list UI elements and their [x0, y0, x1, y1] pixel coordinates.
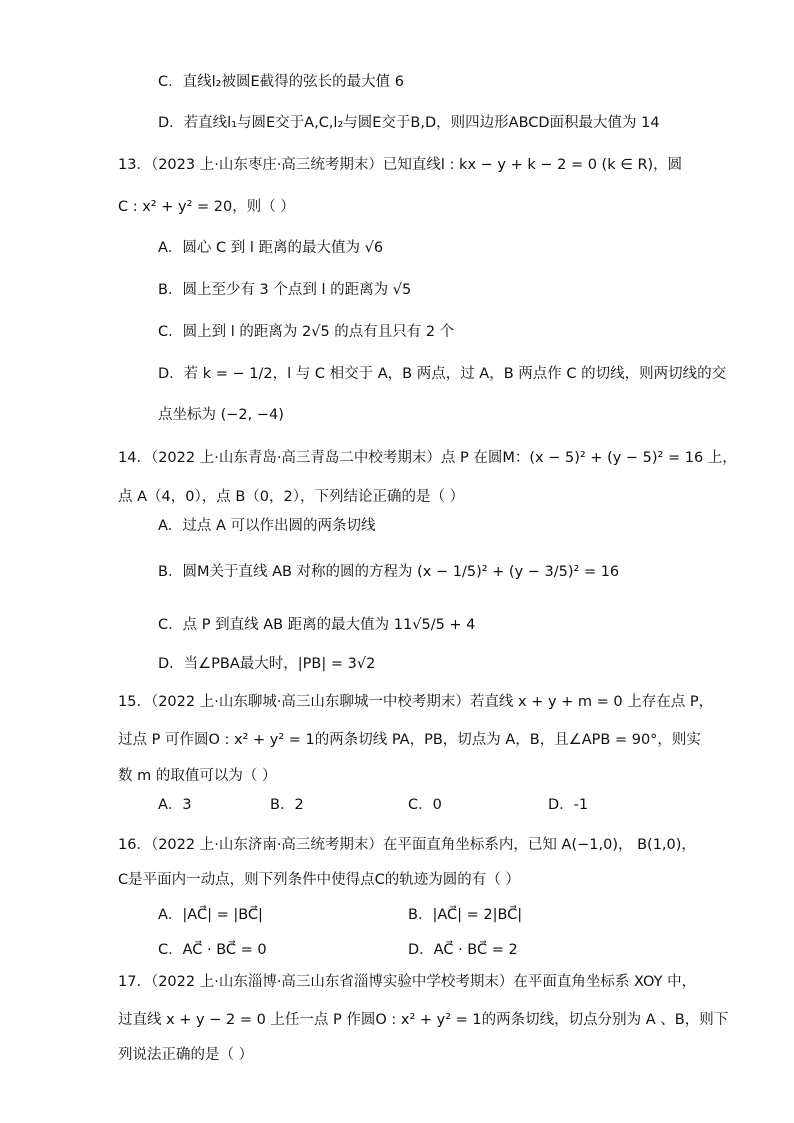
text-line: B．圆上至少有 3 个点到 l 的距离为 √5	[158, 282, 412, 298]
q15-option: B．2	[270, 797, 304, 813]
q15-option: A．3	[158, 797, 192, 813]
text-line: 15．（2022 上·山东聊城·高三山东聊城一中校考期末）若直线 x + y + m = 0 上存在点 P，	[118, 694, 714, 710]
text-line: A．圆心 C 到 l 距离的最大值为 √6	[158, 240, 384, 256]
text-line: 过点 P 可作圆O : x² + y² = 1的两条切线 PA，PB，切点为 A，B，且∠APB = 90°，则实	[118, 732, 701, 748]
text-line: C : x² + y² = 20，则（ ）	[118, 199, 295, 215]
text-line: 点坐标为 (−2, −4)	[158, 407, 284, 423]
text-line: 点 A（4，0），点 B（0，2），下列结论正确的是（ ）	[118, 489, 465, 505]
text-line: D．若 k = − 1/2，l 与 C 相交于 A，B 两点，过 A，B 两点作 C 的切线，则两切线的交	[158, 366, 727, 382]
text-line: D．若直线l₁与圆E交于A,C,l₂与圆E交于B,D，则四边形ABCD面积最大值为 14	[158, 115, 660, 131]
text-line: 列说法正确的是（ ）	[118, 1047, 254, 1063]
text-line: 数 m 的取值可以为（ ）	[118, 768, 277, 784]
text-line: C．直线l₂被圆E截得的弦长的最大值 6	[158, 74, 404, 90]
text-line: C．点 P 到直线 AB 距离的最大值为 11√5/5 + 4	[158, 617, 476, 633]
text-line: D．当∠PBA最大时，|PB| = 3√2	[158, 656, 376, 672]
q15-option: C．0	[408, 797, 442, 813]
text-line: C．圆上到 l 的距离为 2√5 的点有且只有 2 个	[158, 324, 455, 340]
text-line: 过直线 x + y − 2 = 0 上任一点 P 作圆O : x² + y² = 1的两条切线，切点分别为 A 、B，则下	[118, 1012, 729, 1028]
q16-option: B．|AC⃗| = 2|BC⃗|	[408, 907, 523, 923]
text-line: 13．（2023 上·山东枣庄·高三统考期末）已知直线l : kx − y + k − 2 = 0 (k ∈ R)，圆	[118, 157, 683, 173]
q16-option: A．|AC⃗| = |BC⃗|	[158, 907, 263, 923]
text-line: 17．（2022 上·山东淄博·高三山东省淄博实验中学校考期末）在平面直角坐标系 XOY 中，	[118, 974, 697, 990]
text-line: C是平面内一动点，则下列条件中使得点C的轨迹为圆的有（ ）	[118, 872, 520, 888]
text-line: 16．（2022 上·山东济南·高三统考期末）在平面直角坐标系内，已知 A(−1,0)， B(1,0)，	[118, 837, 696, 853]
text-line: A．过点 A 可以作出圆的两条切线	[158, 518, 376, 534]
text-line: 14．（2022 上·山东青岛·高三青岛二中校考期末）点 P 在圆M：(x − 5)² + (y − 5)² = 16 上，	[118, 450, 737, 466]
text-line: B．圆M关于直线 AB 对称的圆的方程为 (x − 1/5)² + (y − 3/5)² = 16	[158, 564, 620, 580]
q15-option: D．-1	[548, 797, 589, 813]
q16-option: C．AC⃗ · BC⃗ = 0	[158, 942, 267, 958]
q16-option: D．AC⃗ · BC⃗ = 2	[408, 942, 518, 958]
